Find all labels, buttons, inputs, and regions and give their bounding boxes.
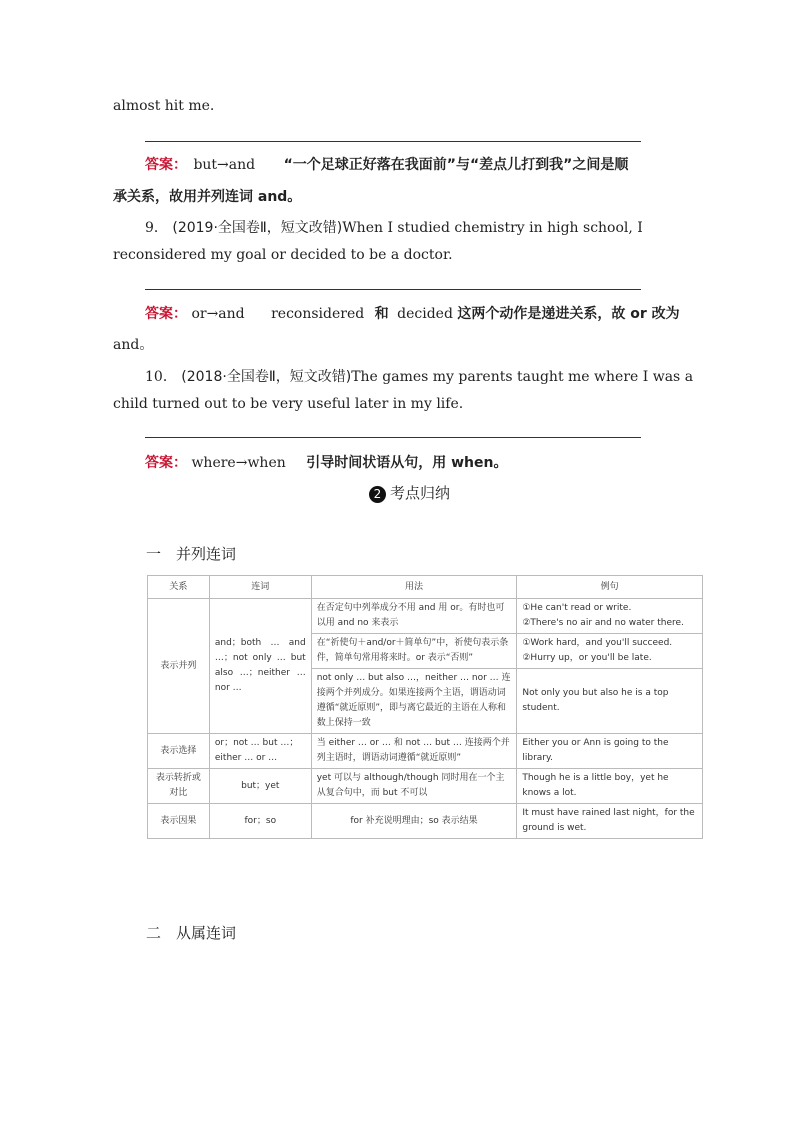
table-header: 例句: [517, 576, 703, 599]
question-number: 9．: [145, 220, 168, 236]
question-10-line2: child turned out to be very useful later in my life.: [113, 396, 464, 412]
example-line: ①He can't read or write.: [522, 603, 632, 613]
answer-blank-line: [145, 437, 641, 438]
example-cell: It must have rained last night，for the ground is wet.: [517, 804, 703, 839]
usage-cell: 在否定句中列举成分不用 and 用 or。有时也可以用 and no 来表示: [311, 599, 517, 634]
answer-label: 答案：: [145, 455, 187, 471]
answer-label: 答案：: [145, 306, 187, 322]
answer-9-word2: decided: [397, 306, 453, 322]
question-source: (2018·全国卷Ⅱ，短文改错): [181, 369, 352, 385]
example-cell: Not only you but also he is a top student.: [517, 669, 703, 734]
kaodian-title: 考点归纳: [390, 484, 451, 502]
relation-cell: 表示并列: [148, 599, 210, 734]
conjunction-table: [147, 575, 703, 839]
conjunction-cell: and；both … and …；not only … but also …；neither … nor …: [209, 599, 311, 734]
example-cell: Though he is a little boy，yet he knows a lot.: [517, 769, 703, 804]
example-cell: Either you or Ann is going to the library.: [517, 734, 703, 769]
usage-cell: for 补充说明理由；so 表示结果: [311, 804, 517, 839]
example-line: ②Hurry up，or you'll be late.: [522, 653, 652, 663]
answer-8-line2: 承关系，故用并列连词 and。: [113, 189, 302, 205]
question-9-line2: reconsidered my goal or decided to be a doctor.: [113, 247, 453, 263]
conjunction-cell: but；yet: [209, 769, 311, 804]
example-cell: [517, 599, 703, 634]
answer-10: [145, 452, 507, 472]
table-header: 用法: [311, 576, 517, 599]
answer-label: 答案：: [145, 157, 187, 173]
question-10: [145, 366, 693, 386]
usage-cell: 当 either … or … 和 not … but … 连接两个并列主语时，谓语动词遵循“就近原则”: [311, 734, 517, 769]
number-badge-icon: 2: [369, 486, 386, 503]
answer-9-line2: and。: [113, 337, 154, 353]
usage-cell: yet 可以与 although/though 同时用在一个主从复合句中，而 but 不可以: [311, 769, 517, 804]
example-cell: [517, 634, 703, 669]
answer-10-explanation: 引导时间状语从句，用 when。: [306, 455, 508, 471]
relation-cell: 表示选择: [148, 734, 210, 769]
answer-9-correction: or→and: [191, 306, 245, 322]
example-line: ①Work hard，and you'll succeed.: [522, 638, 673, 648]
answer-9-and: 和: [374, 306, 389, 322]
answer-8: [145, 154, 628, 174]
table-row: [148, 734, 703, 769]
question-9-text: When I studied chemistry in high school, I: [342, 220, 643, 236]
table-row: [148, 769, 703, 804]
table-header: 关系: [148, 576, 210, 599]
question-10-text: The games my parents taught me where I was a: [351, 369, 694, 385]
section-heading-subordinating: 二 从属连词: [146, 924, 237, 942]
answer-9-word: reconsidered: [271, 306, 365, 322]
table-header: 连词: [209, 576, 311, 599]
relation-cell: 表示转折或对比: [148, 769, 210, 804]
conjunction-cell: or；not … but …；either … or …: [209, 734, 311, 769]
answer-8-correction: but→and: [193, 157, 256, 173]
question-number: 10．: [145, 369, 177, 385]
table-row: [148, 804, 703, 839]
previous-sentence-tail: almost hit me.: [113, 98, 215, 114]
usage-cell: not only … but also …，neither … nor … 连接两个并列成分。如果连接两个主语，谓语动词遵循“就近原则”，即与离它最近的主语在人称和数上保持一致: [311, 669, 517, 734]
answer-8-explanation: “一个足球正好落在我面前”与“差点儿打到我”之间是顺: [283, 157, 629, 173]
answer-blank-line: [145, 289, 641, 290]
answer-9: [145, 303, 680, 323]
kaodian-heading: [369, 482, 450, 503]
question-9: [145, 217, 643, 237]
conjunction-cell: for；so: [209, 804, 311, 839]
table-header-row: [148, 576, 703, 599]
table-row: [148, 599, 703, 634]
answer-9-explanation: 这两个动作是递进关系，故 or 改为: [457, 306, 680, 322]
example-line: ②There's no air and no water there.: [522, 618, 684, 628]
question-source: (2019·全国卷Ⅱ，短文改错): [172, 220, 343, 236]
section-heading-coordinating: 一 并列连词: [146, 545, 237, 563]
answer-10-correction: where→when: [191, 455, 286, 471]
usage-cell: 在“祈使句＋and/or＋简单句”中，祈使句表示条件，简单句常用将来时。or 表示“否则”: [311, 634, 517, 669]
answer-blank-line: [145, 141, 641, 142]
relation-cell: 表示因果: [148, 804, 210, 839]
